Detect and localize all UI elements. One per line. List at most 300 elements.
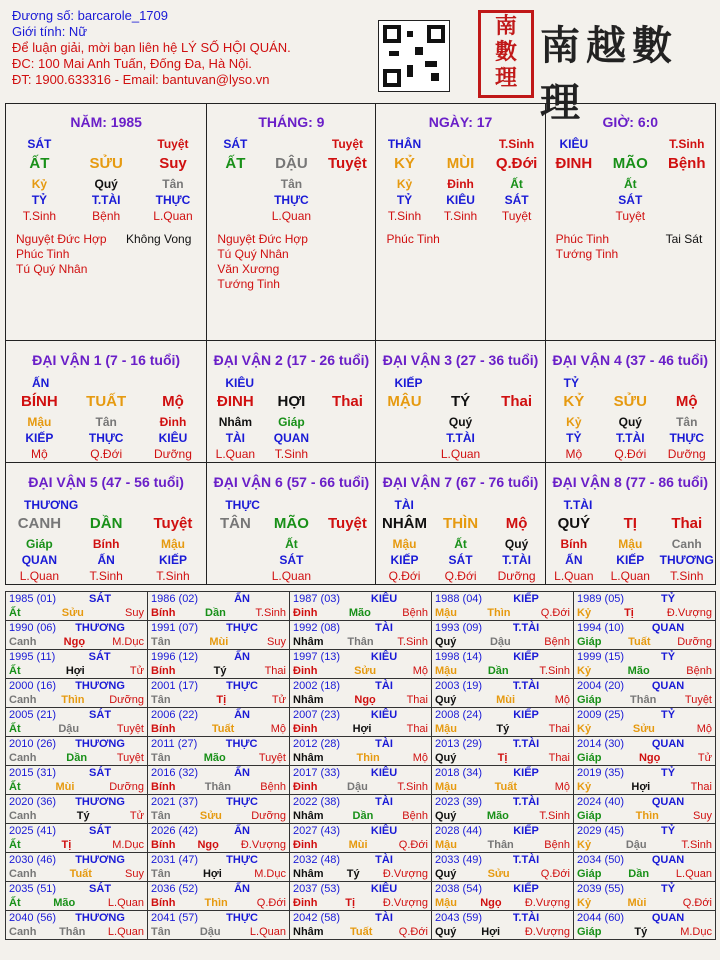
year-god: ẤN bbox=[234, 593, 250, 605]
year-cell[interactable] bbox=[432, 824, 574, 853]
year-cell[interactable] bbox=[432, 911, 574, 940]
year-chi: Tuất bbox=[494, 781, 518, 793]
year-stage: T.Sinh bbox=[397, 636, 428, 648]
year-chi: Sửu bbox=[632, 723, 655, 735]
stage-cell: Tuyệt bbox=[501, 209, 532, 223]
year-line2 bbox=[435, 664, 570, 678]
hid-cell: Kỷ bbox=[566, 415, 582, 429]
hid-cell: Ất bbox=[623, 177, 637, 191]
year-chi: Ngọ bbox=[480, 897, 502, 909]
top-cell bbox=[263, 136, 319, 152]
year-cell[interactable] bbox=[148, 621, 290, 650]
can-cell: Bệnh bbox=[668, 155, 706, 172]
year-line2 bbox=[435, 867, 570, 881]
year-god: ẤN bbox=[234, 883, 250, 895]
year-line1 bbox=[435, 708, 570, 722]
year-line1 bbox=[9, 650, 144, 664]
dai-van-cell[interactable] bbox=[207, 341, 376, 463]
top-cell: KIÊU bbox=[559, 137, 589, 151]
year-line1 bbox=[293, 882, 428, 896]
year-cell[interactable] bbox=[148, 592, 290, 621]
year-cell[interactable] bbox=[148, 650, 290, 679]
year-cell[interactable] bbox=[574, 766, 716, 795]
year-can: Đinh bbox=[293, 607, 318, 619]
year-label: 2013 (29) bbox=[435, 738, 483, 750]
year-cell[interactable] bbox=[432, 621, 574, 650]
hid-cell bbox=[546, 176, 602, 192]
year-cell[interactable] bbox=[148, 708, 290, 737]
year-cell[interactable] bbox=[148, 853, 290, 882]
year-stage: Tử bbox=[129, 665, 144, 677]
year-cell[interactable] bbox=[6, 911, 148, 940]
year-line1 bbox=[9, 795, 144, 809]
stage-cell: Tuyệt bbox=[615, 209, 646, 223]
year-cell[interactable] bbox=[574, 621, 716, 650]
year-god: TỶ bbox=[661, 593, 676, 605]
year-line1 bbox=[577, 824, 712, 838]
year-chi: Thân bbox=[487, 839, 514, 851]
year-cell[interactable] bbox=[148, 911, 290, 940]
year-line1 bbox=[9, 853, 144, 867]
year-cell[interactable] bbox=[574, 679, 716, 708]
year-line1 bbox=[293, 853, 428, 867]
year-stage: Bệnh bbox=[544, 636, 570, 648]
cell-row bbox=[376, 446, 544, 462]
year-can: Nhâm bbox=[293, 636, 324, 648]
top-cell bbox=[602, 136, 658, 152]
year-line1 bbox=[577, 911, 712, 925]
year-label: 2015 (31) bbox=[9, 767, 57, 779]
year-god: THỰC bbox=[226, 622, 258, 634]
year-cell[interactable] bbox=[6, 650, 148, 679]
year-stage: Mộ bbox=[412, 665, 428, 677]
year-god: TỶ bbox=[661, 825, 676, 837]
year-chi: Tuất bbox=[349, 926, 373, 938]
stage-cell bbox=[207, 568, 263, 584]
year-line2 bbox=[435, 809, 570, 823]
year-cell[interactable] bbox=[6, 621, 148, 650]
god3-cell: THỰC bbox=[88, 431, 124, 445]
dai-van-cell[interactable] bbox=[376, 341, 545, 463]
year-line2 bbox=[151, 664, 286, 678]
year-cell[interactable] bbox=[432, 708, 574, 737]
year-line1 bbox=[577, 592, 712, 606]
year-chi: Mão bbox=[203, 752, 226, 764]
year-line2 bbox=[9, 606, 144, 620]
year-god: QUAN bbox=[651, 622, 685, 634]
can-cell: QUÝ bbox=[557, 515, 591, 532]
logo-text: 南越數理 bbox=[540, 22, 678, 126]
star-left: Phúc Tinh bbox=[555, 232, 609, 246]
year-stage: Dưỡng bbox=[677, 636, 712, 648]
year-row bbox=[6, 737, 716, 766]
cell-row bbox=[207, 392, 375, 412]
hid-cell: Giáp bbox=[26, 537, 53, 551]
year-cell[interactable] bbox=[148, 766, 290, 795]
year-cell[interactable] bbox=[574, 882, 716, 911]
hid-cell: Tân bbox=[676, 415, 698, 429]
star-left: Tú Quý Nhân bbox=[16, 262, 88, 276]
year-cell[interactable] bbox=[432, 795, 574, 824]
year-chi: Tị bbox=[216, 694, 227, 706]
top-cell: THÂN bbox=[387, 137, 422, 151]
year-can: Canh bbox=[9, 926, 37, 938]
year-god: QUAN bbox=[651, 680, 685, 692]
year-cell[interactable] bbox=[6, 708, 148, 737]
cell-row bbox=[6, 568, 206, 584]
phone-email-line[interactable]: ĐT: 1900.633316 - Email: bantuvan@lyso.vn bbox=[12, 72, 270, 87]
year-line1 bbox=[293, 911, 428, 925]
year-line1 bbox=[151, 708, 286, 722]
year-cell[interactable] bbox=[290, 882, 432, 911]
year-chi: Mùi bbox=[209, 636, 229, 648]
year-can: Canh bbox=[9, 868, 37, 880]
star-row bbox=[556, 232, 715, 247]
year-chi: Mùi bbox=[627, 897, 647, 909]
pillar-title: GIỜ: 6:0 bbox=[602, 114, 659, 130]
year-stage: Tuyệt bbox=[258, 752, 286, 764]
year-stage: Đ.Vượng bbox=[524, 897, 570, 909]
year-cell[interactable] bbox=[574, 708, 716, 737]
year-label: 2030 (46) bbox=[9, 854, 57, 866]
year-label: 1985 (01) bbox=[9, 593, 57, 605]
year-line2 bbox=[151, 925, 286, 939]
year-cell[interactable] bbox=[574, 737, 716, 766]
year-row bbox=[6, 621, 716, 650]
year-cell[interactable] bbox=[290, 592, 432, 621]
year-can: Đinh bbox=[293, 839, 318, 851]
year-label: 2018 (34) bbox=[435, 767, 483, 779]
star-right: Tai Sát bbox=[665, 232, 703, 246]
year-stage: T.Sinh bbox=[681, 839, 712, 851]
hid-cell: Ất bbox=[510, 177, 523, 191]
stage-cell bbox=[489, 446, 545, 462]
year-cell[interactable] bbox=[432, 592, 574, 621]
stage-cell bbox=[659, 208, 715, 224]
dai-van-cell[interactable] bbox=[376, 463, 545, 585]
dai-van-title: ĐẠI VẬN 4 (37 - 46 tuổi) bbox=[552, 352, 709, 368]
top-cell bbox=[73, 136, 140, 152]
year-cell[interactable] bbox=[148, 824, 290, 853]
cell-row bbox=[376, 208, 544, 224]
cell-row bbox=[207, 446, 375, 462]
dai-van-cell[interactable] bbox=[545, 463, 715, 585]
god3-cell: T.TÀI bbox=[615, 431, 645, 445]
year-can: Tân bbox=[151, 810, 171, 822]
year-chi: Tuất bbox=[628, 636, 651, 648]
cell-row bbox=[6, 446, 206, 462]
year-chi: Mão bbox=[348, 607, 371, 619]
year-cell[interactable] bbox=[432, 882, 574, 911]
year-cell[interactable] bbox=[6, 766, 148, 795]
hid-cell: Ất bbox=[285, 537, 298, 551]
year-line1 bbox=[151, 679, 286, 693]
god3-cell: T.TÀI bbox=[446, 431, 475, 445]
year-label: 2021 (37) bbox=[151, 796, 199, 808]
can-cell: ẤT bbox=[225, 155, 246, 172]
cell-row bbox=[6, 192, 206, 208]
year-god: QUAN bbox=[651, 854, 685, 866]
year-stage: L.Quan bbox=[107, 897, 144, 909]
cell-row bbox=[376, 136, 544, 152]
hid-cell: Mậu bbox=[27, 415, 52, 429]
year-line1 bbox=[435, 650, 570, 664]
year-can: Bính bbox=[151, 723, 176, 735]
star-row bbox=[217, 232, 375, 247]
year-stage: Tuyệt bbox=[684, 694, 712, 706]
year-can: Nhâm bbox=[293, 694, 324, 706]
stars-list bbox=[217, 232, 375, 292]
god3-cell: KIẾP bbox=[390, 553, 419, 567]
top-cell bbox=[433, 136, 489, 152]
year-label: 2029 (45) bbox=[577, 825, 625, 837]
year-cell[interactable] bbox=[432, 766, 574, 795]
year-god: T.TÀI bbox=[512, 622, 540, 634]
year-label: 2012 (28) bbox=[293, 738, 341, 750]
year-cell[interactable] bbox=[432, 737, 574, 766]
can-cell: Thai bbox=[332, 393, 363, 410]
qr-code[interactable] bbox=[378, 20, 450, 92]
year-line1 bbox=[151, 824, 286, 838]
year-can: Canh bbox=[9, 636, 37, 648]
year-chi: Tị bbox=[61, 839, 72, 851]
year-chi: Sửu bbox=[354, 665, 377, 677]
year-cell[interactable] bbox=[574, 853, 716, 882]
year-cell[interactable] bbox=[6, 882, 148, 911]
year-can: Canh bbox=[9, 810, 37, 822]
year-stage: Thai bbox=[690, 781, 712, 793]
year-can: Quý bbox=[435, 636, 457, 648]
year-can: Ất bbox=[9, 781, 21, 793]
year-cell[interactable] bbox=[290, 911, 432, 940]
stage-cell: Mộ bbox=[31, 447, 48, 461]
year-line1 bbox=[577, 882, 712, 896]
year-label: 1996 (12) bbox=[151, 651, 199, 663]
year-can: Quý bbox=[435, 926, 457, 938]
dai-van-title: ĐẠI VẬN 2 (17 - 26 tuổi) bbox=[213, 352, 370, 368]
year-cell[interactable] bbox=[432, 853, 574, 882]
year-line2 bbox=[577, 606, 712, 620]
year-label: 2008 (24) bbox=[435, 709, 483, 721]
year-cell[interactable] bbox=[432, 650, 574, 679]
year-line1 bbox=[435, 766, 570, 780]
cell-row bbox=[546, 192, 715, 208]
year-cell[interactable] bbox=[6, 679, 148, 708]
year-cell[interactable] bbox=[432, 679, 574, 708]
year-can: Canh bbox=[9, 752, 37, 764]
dai-van-cell[interactable] bbox=[207, 463, 376, 585]
year-cell[interactable] bbox=[574, 911, 716, 940]
year-chi: Mùi bbox=[55, 781, 75, 793]
stars-list bbox=[556, 232, 715, 262]
year-god: SÁT bbox=[89, 767, 112, 779]
year-stage: M.Dục bbox=[254, 868, 286, 880]
year-stage: Bệnh bbox=[544, 839, 570, 851]
dai-van-cell[interactable] bbox=[6, 463, 207, 585]
god-cell bbox=[319, 192, 375, 208]
year-cell[interactable] bbox=[574, 824, 716, 853]
dai-van-title: ĐẠI VẬN 3 (27 - 36 tuổi) bbox=[382, 352, 539, 368]
year-cell[interactable] bbox=[290, 621, 432, 650]
god3-cell: THỰC bbox=[669, 431, 705, 445]
year-line2 bbox=[151, 867, 286, 881]
year-cell[interactable] bbox=[290, 766, 432, 795]
year-god: THƯƠNG bbox=[75, 622, 125, 634]
year-stage: T.Sinh bbox=[539, 665, 570, 677]
pillar-title: THÁNG: 9 bbox=[258, 114, 325, 130]
address-line: ĐC: 100 Mai Anh Tuấn, Đống Đa, Hà Nội. bbox=[12, 56, 252, 71]
year-can: Kỷ bbox=[577, 607, 592, 619]
year-label: 2005 (21) bbox=[9, 709, 57, 721]
year-can: Kỷ bbox=[577, 839, 592, 851]
year-stage: Đ.Vượng bbox=[524, 926, 570, 938]
year-can: Nhâm bbox=[293, 868, 324, 880]
god3-cell: T.TÀI bbox=[502, 553, 531, 567]
can-cell: Q.Đới bbox=[495, 155, 538, 172]
cell-row bbox=[6, 514, 206, 534]
cell-row bbox=[546, 154, 715, 174]
year-line1 bbox=[577, 679, 712, 693]
year-stage: Dưỡng bbox=[109, 694, 144, 706]
year-cell[interactable] bbox=[6, 824, 148, 853]
gender-line: Giới tính: Nữ bbox=[12, 24, 88, 39]
year-cell[interactable] bbox=[148, 882, 290, 911]
cell-row bbox=[6, 414, 206, 430]
dai-van-god: THỰC bbox=[225, 498, 260, 512]
year-cell[interactable] bbox=[574, 650, 716, 679]
year-line1 bbox=[293, 824, 428, 838]
stage-cell bbox=[376, 446, 432, 462]
year-label: 2003 (19) bbox=[435, 680, 483, 692]
can-cell: ẤT bbox=[29, 155, 50, 172]
year-stage: Suy bbox=[693, 810, 712, 822]
year-line1 bbox=[435, 737, 570, 751]
year-line2 bbox=[577, 751, 712, 765]
can-cell: MÃO bbox=[612, 155, 648, 172]
year-cell[interactable] bbox=[6, 853, 148, 882]
stage-cell: Bệnh bbox=[92, 209, 121, 223]
year-cell[interactable] bbox=[574, 795, 716, 824]
stage-cell: T.Sinh bbox=[274, 447, 309, 461]
star-left: Tướng Tinh bbox=[555, 247, 619, 261]
year-line2 bbox=[9, 925, 144, 939]
year-can: Đinh bbox=[293, 723, 318, 735]
year-god: THỰC bbox=[226, 912, 258, 924]
year-line1 bbox=[577, 708, 712, 722]
year-god: THỰC bbox=[226, 796, 258, 808]
year-cell[interactable] bbox=[290, 824, 432, 853]
star-row bbox=[16, 247, 206, 262]
year-cell[interactable] bbox=[574, 592, 716, 621]
year-cell[interactable] bbox=[290, 853, 432, 882]
can-cell: NHÂM bbox=[382, 515, 427, 532]
year-cell[interactable] bbox=[148, 737, 290, 766]
year-cell[interactable] bbox=[6, 737, 148, 766]
year-cell[interactable] bbox=[290, 650, 432, 679]
can-cell: Mộ bbox=[505, 515, 528, 532]
can-cell: TUẤT bbox=[86, 393, 127, 410]
year-stage: T.Sinh bbox=[397, 781, 428, 793]
god-cell: TỶ bbox=[396, 193, 413, 207]
year-cell[interactable] bbox=[290, 737, 432, 766]
year-god: KIÊU bbox=[370, 651, 398, 663]
year-line2 bbox=[9, 751, 144, 765]
year-label: 2034 (50) bbox=[577, 854, 625, 866]
year-row bbox=[6, 766, 716, 795]
pillar-title: NĂM: 1985 bbox=[70, 114, 142, 130]
year-cell[interactable] bbox=[290, 795, 432, 824]
year-stage: Thai bbox=[548, 723, 570, 735]
year-chi: Ngọ bbox=[638, 752, 661, 764]
year-label: 1993 (09) bbox=[435, 622, 483, 634]
year-chi: Sửu bbox=[199, 810, 222, 822]
year-stage: Đ.Vượng bbox=[240, 839, 286, 851]
god3-cell: TÀI bbox=[225, 431, 246, 445]
year-line1 bbox=[9, 882, 144, 896]
can-cell: Tuyệt bbox=[328, 155, 367, 172]
year-can: Kỷ bbox=[577, 723, 592, 735]
year-label: 2004 (20) bbox=[577, 680, 625, 692]
god3-cell: THƯƠNG bbox=[659, 553, 714, 567]
year-chi: Thân bbox=[347, 636, 374, 648]
hid-cell: Tân bbox=[280, 177, 303, 191]
year-line2 bbox=[9, 867, 144, 881]
year-line2 bbox=[435, 896, 570, 910]
year-cell[interactable] bbox=[148, 679, 290, 708]
cell-row bbox=[546, 446, 715, 462]
stage-cell: Dưỡng bbox=[497, 569, 536, 583]
year-row bbox=[6, 853, 716, 882]
year-cell[interactable] bbox=[6, 592, 148, 621]
dai-van-cell[interactable] bbox=[6, 341, 207, 463]
year-god: KIẾP bbox=[513, 709, 539, 721]
year-line2 bbox=[435, 925, 570, 939]
dai-van-god: TÀI bbox=[394, 498, 414, 512]
can-cell: Tuyệt bbox=[328, 515, 367, 532]
year-stage: Tuyệt bbox=[116, 723, 144, 735]
year-can: Nhâm bbox=[293, 752, 324, 764]
can-cell: MÙI bbox=[446, 155, 475, 172]
year-cell[interactable] bbox=[290, 708, 432, 737]
year-cell[interactable] bbox=[290, 679, 432, 708]
year-line2 bbox=[151, 809, 286, 823]
year-chi: Dần bbox=[66, 752, 88, 764]
hid-cell: Mậu bbox=[160, 537, 185, 551]
year-god: T.TÀI bbox=[512, 796, 540, 808]
year-label: 2028 (44) bbox=[435, 825, 483, 837]
year-cell[interactable] bbox=[148, 795, 290, 824]
stage-cell: T.Sinh bbox=[443, 209, 478, 223]
year-god: TÀI bbox=[375, 622, 393, 634]
hid-cell bbox=[319, 536, 375, 552]
year-god: THỰC bbox=[226, 854, 258, 866]
year-line2 bbox=[293, 925, 428, 939]
star-left: Phúc Tinh bbox=[386, 232, 440, 246]
year-can: Bính bbox=[151, 781, 176, 793]
pillar-cell bbox=[376, 104, 545, 341]
can-cell: Mộ bbox=[162, 393, 184, 410]
god-cell bbox=[659, 192, 715, 208]
year-stage: Suy bbox=[125, 607, 144, 619]
year-cell[interactable] bbox=[6, 795, 148, 824]
year-line1 bbox=[9, 708, 144, 722]
year-can: Giáp bbox=[577, 752, 602, 764]
year-line1 bbox=[435, 911, 570, 925]
year-label: 2002 (18) bbox=[293, 680, 341, 692]
year-can: Tân bbox=[151, 636, 171, 648]
dai-van-cell[interactable] bbox=[545, 341, 715, 463]
year-label: 2022 (38) bbox=[293, 796, 341, 808]
